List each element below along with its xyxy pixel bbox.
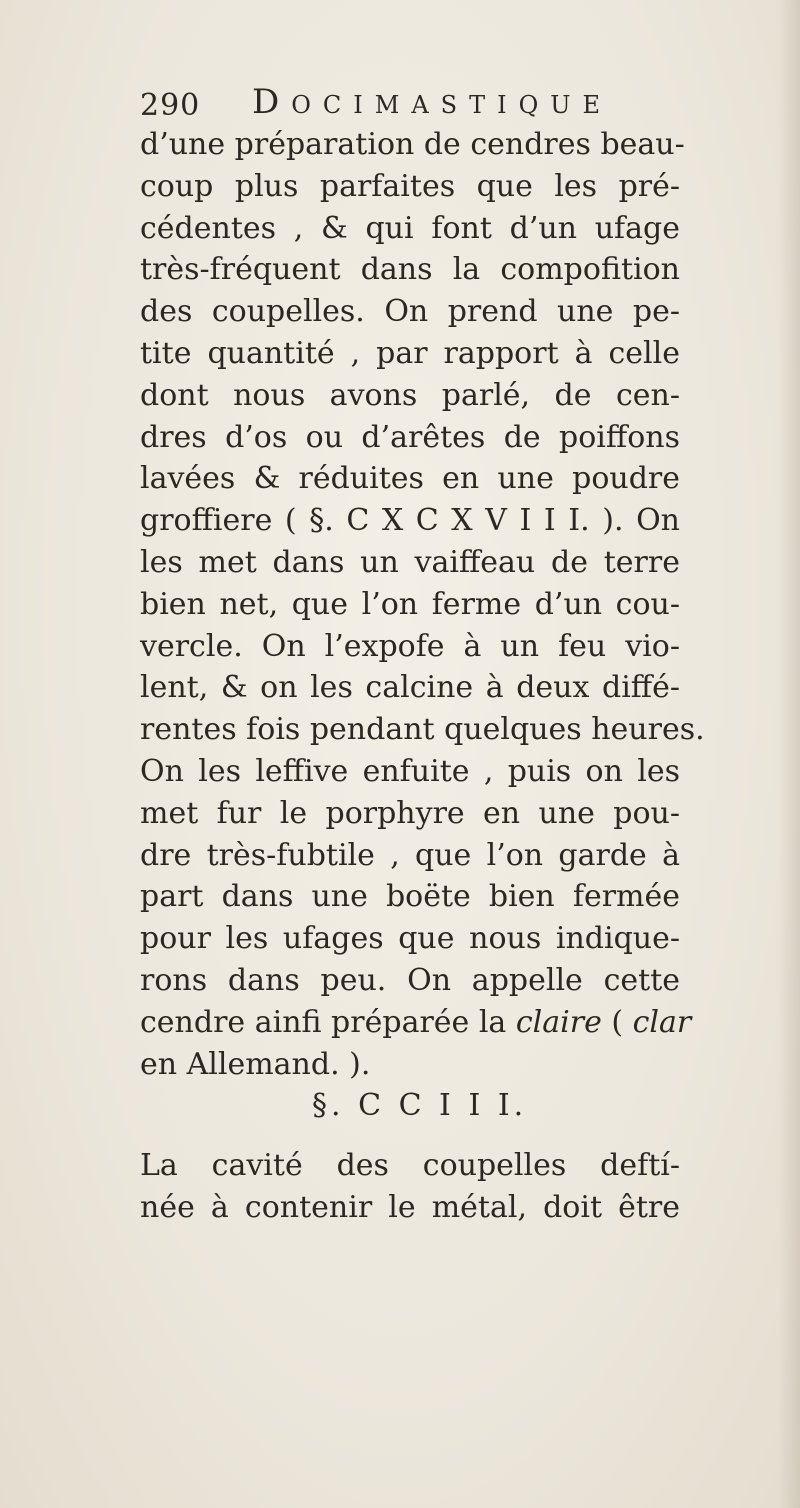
text-line: des coupelles. On prend une pe- [140, 294, 680, 330]
text-line: On les leffive enfuite , puis on les [140, 753, 680, 789]
text-line: tite quantité , par rapport à celle [140, 335, 680, 371]
text-line: pour les ufages que nous indique- [140, 921, 680, 957]
text-line: les met dans un vaiffeau de terre [140, 544, 680, 580]
text-line: vercle. On l’expofe à un feu vio- [140, 628, 680, 664]
italic-term-clar: clar [632, 1004, 692, 1040]
text-span: cendre ainfi préparée la [140, 1004, 516, 1040]
body-paragraph [140, 124, 705, 1085]
running-head: Docimastique [252, 82, 613, 122]
italic-term-claire: claire [515, 1004, 602, 1040]
text-line: dont nous avons parlé, de cen- [140, 377, 680, 413]
text-line: coup plus parfaites que les pré- [140, 168, 680, 204]
text-line: bien net, que l’on ferme d’un cou- [140, 586, 680, 622]
text-span: ( [601, 1004, 633, 1040]
section-paragraph [140, 1145, 680, 1229]
text-line: cédentes , & qui font d’un ufage [140, 210, 680, 246]
text-line: d’une préparation de cendres beau- [140, 127, 685, 162]
text-line: rentes fois pendant quelques heures. [140, 712, 705, 748]
section-heading: §. C C I I I. [312, 1088, 528, 1123]
text-line: part dans une boëte bien fermée [140, 879, 680, 915]
text-line: dres d’os ou d’arêtes de poiffons [140, 419, 680, 455]
text-line-last: en Allemand. ). [140, 1046, 371, 1082]
text-line: groffiere ( §. C X C X V I I I. ). On [140, 503, 680, 539]
text-line: lent, & on les calcine à deux diffé- [140, 670, 680, 706]
text-line: née à contenir le métal, doit être [140, 1189, 680, 1225]
text-line: met fur le porphyre en une pou- [140, 795, 680, 831]
page-edge-shadow [778, 0, 800, 1508]
text-line: La cavité des coupelles deftí- [140, 1148, 680, 1183]
text-line: dre très-fubtile , que l’on garde à [140, 837, 680, 873]
text-line: très-fréquent dans la compofition [140, 252, 680, 288]
text-line: rons dans peu. On appelle cette [140, 962, 680, 998]
text-line-mixed [140, 1002, 692, 1044]
page-number: 290 [140, 88, 201, 123]
text-line: lavées & réduites en une poudre [140, 461, 680, 497]
